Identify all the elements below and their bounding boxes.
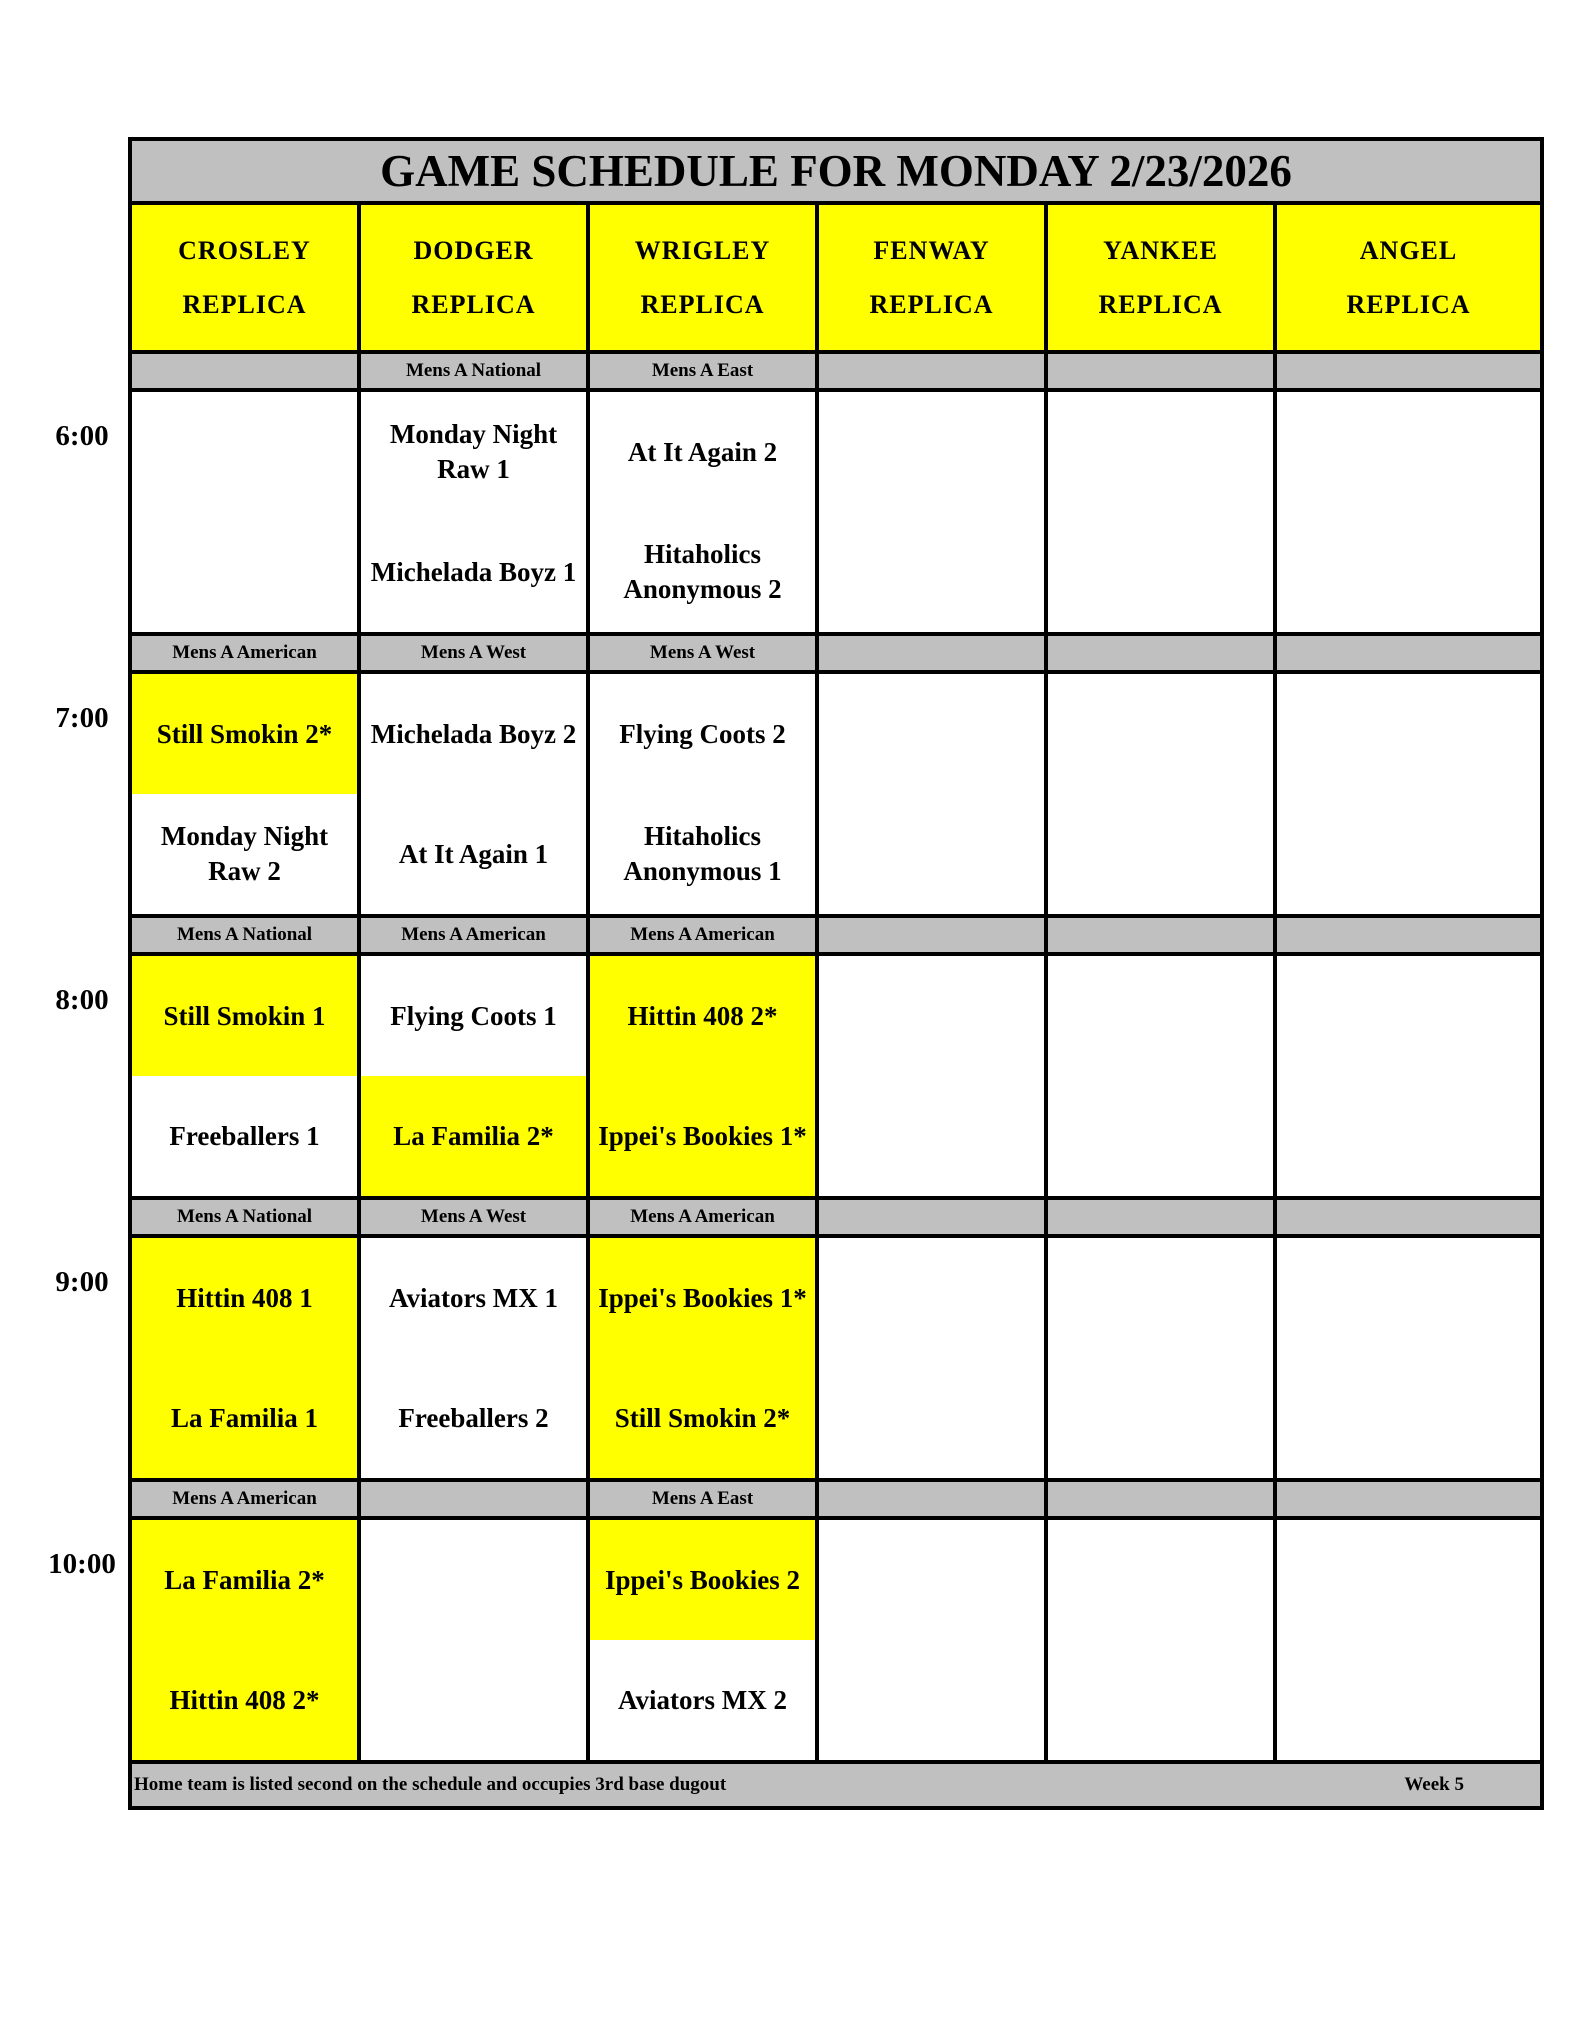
visitor-team — [1277, 674, 1540, 794]
game-cell — [590, 1520, 819, 1760]
field-subtitle: REPLICA — [869, 289, 994, 319]
footer-note: Home team is listed second on the schedule and occupies 3rd base dugout — [134, 1774, 727, 1795]
home-team: Monday Night Raw 2 — [160, 821, 329, 886]
home-team — [1048, 512, 1273, 632]
league-label — [1048, 354, 1277, 388]
visitor-team — [132, 392, 357, 512]
game-cell — [590, 392, 819, 632]
field-name: WRIGLEY — [634, 235, 771, 265]
game-cell — [1277, 392, 1540, 632]
home-team: Hitaholics Anonymous 1 — [623, 821, 782, 886]
slot-row — [132, 392, 1540, 636]
visitor-team: Ippei's Bookies 2 — [590, 1520, 815, 1640]
league-label — [1048, 1482, 1277, 1516]
time-label: 6:00 — [55, 420, 109, 452]
visitor-team: Ippei's Bookies 1* — [590, 1238, 815, 1358]
visitor-team — [819, 674, 1044, 794]
home-team — [1277, 1358, 1540, 1478]
game-cell — [1048, 1520, 1277, 1760]
league-label: Mens A West — [361, 1200, 590, 1234]
game-cell — [1277, 1238, 1540, 1478]
home-team — [132, 512, 357, 632]
field-name: ANGEL — [1359, 235, 1458, 265]
home-team: La Familia 2* — [361, 1076, 586, 1196]
home-team: Hittin 408 2* — [132, 1640, 357, 1760]
field-header-wrigley — [590, 205, 819, 350]
league-label: Mens A West — [361, 636, 590, 670]
home-team: Freeballers 1 — [169, 1120, 320, 1151]
home-team — [1277, 1076, 1540, 1196]
league-label — [1277, 918, 1540, 952]
visitor-team: Still Smokin 2* — [132, 674, 357, 794]
visitor-team — [1048, 956, 1273, 1076]
game-cell — [819, 674, 1048, 914]
home-team — [819, 512, 1044, 632]
page-title: GAME SCHEDULE FOR MONDAY 2/23/2026 — [132, 141, 1540, 205]
home-team — [1048, 1640, 1273, 1760]
home-team: Aviators MX 2 — [618, 1684, 787, 1715]
league-row — [132, 1200, 1540, 1238]
visitor-team — [1048, 1520, 1273, 1640]
visitor-team: Aviators MX 1 — [389, 1282, 558, 1313]
home-team — [819, 1076, 1044, 1196]
visitor-team — [819, 1520, 1044, 1640]
field-name: YANKEE — [1103, 235, 1218, 265]
league-row — [132, 918, 1540, 956]
field-header-angel — [1277, 205, 1540, 350]
game-cell — [1277, 674, 1540, 914]
league-label — [1277, 636, 1540, 670]
league-label: Mens A East — [590, 1482, 819, 1516]
time-label: 7:00 — [55, 702, 109, 734]
league-label — [1277, 354, 1540, 388]
home-team — [361, 1640, 586, 1760]
league-label — [1048, 918, 1277, 952]
game-cell — [361, 956, 590, 1196]
game-cell — [590, 1238, 819, 1478]
game-cell — [1048, 392, 1277, 632]
home-team: Freeballers 2 — [398, 1402, 549, 1433]
visitor-team — [1277, 1238, 1540, 1358]
home-team — [819, 1640, 1044, 1760]
league-label: Mens A American — [590, 918, 819, 952]
game-cell — [819, 392, 1048, 632]
league-label — [819, 1482, 1048, 1516]
game-cell — [361, 1520, 590, 1760]
game-cell — [1277, 956, 1540, 1196]
field-header-row — [132, 205, 1540, 354]
field-subtitle: REPLICA — [411, 289, 536, 319]
league-label — [819, 636, 1048, 670]
game-cell — [132, 956, 361, 1196]
visitor-team — [819, 392, 1044, 512]
league-label — [819, 918, 1048, 952]
league-label — [819, 354, 1048, 388]
league-label — [132, 354, 361, 388]
league-label: Mens A American — [132, 1482, 361, 1516]
home-team: Hitaholics Anonymous 2 — [623, 539, 782, 604]
league-label — [1277, 1482, 1540, 1516]
league-label: Mens A West — [590, 636, 819, 670]
visitor-team: Flying Coots 2 — [619, 718, 786, 749]
slot-row — [132, 1520, 1540, 1764]
visitor-team: Monday Night Raw 1 — [389, 419, 558, 484]
game-cell — [1048, 956, 1277, 1196]
game-cell — [819, 1520, 1048, 1760]
game-cell — [1048, 1238, 1277, 1478]
league-label — [819, 1200, 1048, 1234]
league-label — [1048, 1200, 1277, 1234]
field-header-dodger — [361, 205, 590, 350]
league-label — [1277, 1200, 1540, 1234]
time-label: 8:00 — [55, 984, 109, 1016]
game-cell — [132, 392, 361, 632]
visitor-team: Flying Coots 1 — [390, 1000, 557, 1031]
league-label: Mens A National — [361, 354, 590, 388]
time-label: 9:00 — [55, 1266, 109, 1298]
slot-row — [132, 1238, 1540, 1482]
game-cell — [361, 392, 590, 632]
week-label: Week 5 — [1404, 1774, 1464, 1795]
visitor-team — [1277, 956, 1540, 1076]
home-team: La Familia 1 — [132, 1358, 357, 1478]
game-cell — [819, 956, 1048, 1196]
home-team — [1048, 794, 1273, 914]
league-label: Mens A National — [132, 1200, 361, 1234]
game-cell — [132, 1520, 361, 1760]
home-team — [1277, 794, 1540, 914]
league-label: Mens A American — [590, 1200, 819, 1234]
game-cell — [590, 956, 819, 1196]
home-team — [1048, 1358, 1273, 1478]
home-team: Still Smokin 2* — [590, 1358, 815, 1478]
visitor-team — [1048, 392, 1273, 512]
time-label: 10:00 — [48, 1548, 116, 1580]
home-team — [819, 794, 1044, 914]
visitor-team: Michelada Boyz 2 — [370, 718, 577, 749]
footer-bar — [132, 1764, 1540, 1806]
league-label: Mens A East — [590, 354, 819, 388]
league-label — [1048, 636, 1277, 670]
game-cell — [1048, 674, 1277, 914]
game-cell — [132, 674, 361, 914]
home-team — [1277, 1640, 1540, 1760]
home-team: Ippei's Bookies 1* — [590, 1076, 815, 1196]
home-team: Michelada Boyz 1 — [370, 556, 577, 587]
visitor-team — [1277, 392, 1540, 512]
visitor-team: La Familia 2* — [132, 1520, 357, 1640]
visitor-team: At It Again 2 — [627, 436, 778, 467]
field-subtitle: REPLICA — [1098, 289, 1223, 319]
field-subtitle: REPLICA — [1346, 289, 1471, 319]
visitor-team — [819, 956, 1044, 1076]
league-label: Mens A American — [361, 918, 590, 952]
visitor-team — [1048, 674, 1273, 794]
schedule-sheet — [128, 137, 1544, 1810]
game-cell — [361, 1238, 590, 1478]
game-cell — [361, 674, 590, 914]
field-name: DODGER — [413, 235, 534, 265]
home-team — [1277, 512, 1540, 632]
field-name: CROSLEY — [178, 235, 311, 265]
home-team: At It Again 1 — [398, 838, 549, 869]
field-subtitle: REPLICA — [640, 289, 765, 319]
visitor-team: Still Smokin 1 — [132, 956, 357, 1076]
home-team — [1048, 1076, 1273, 1196]
visitor-team: Hittin 408 1 — [132, 1238, 357, 1358]
field-header-fenway — [819, 205, 1048, 350]
slot-row — [132, 674, 1540, 918]
league-row — [132, 636, 1540, 674]
league-label — [361, 1482, 590, 1516]
slot-row — [132, 956, 1540, 1200]
field-subtitle: REPLICA — [182, 289, 307, 319]
field-header-crosley — [132, 205, 361, 350]
game-cell — [1277, 1520, 1540, 1760]
time-slots — [132, 354, 1540, 1764]
game-cell — [132, 1238, 361, 1478]
field-name: FENWAY — [873, 235, 990, 265]
league-label: Mens A American — [132, 636, 361, 670]
league-row — [132, 1482, 1540, 1520]
visitor-team — [1277, 1520, 1540, 1640]
game-cell — [819, 1238, 1048, 1478]
field-header-yankee — [1048, 205, 1277, 350]
game-cell — [590, 674, 819, 914]
home-team — [819, 1358, 1044, 1478]
visitor-team — [361, 1520, 586, 1640]
visitor-team: Hittin 408 2* — [590, 956, 815, 1076]
visitor-team — [1048, 1238, 1273, 1358]
league-label: Mens A National — [132, 918, 361, 952]
visitor-team — [819, 1238, 1044, 1358]
league-row — [132, 354, 1540, 392]
